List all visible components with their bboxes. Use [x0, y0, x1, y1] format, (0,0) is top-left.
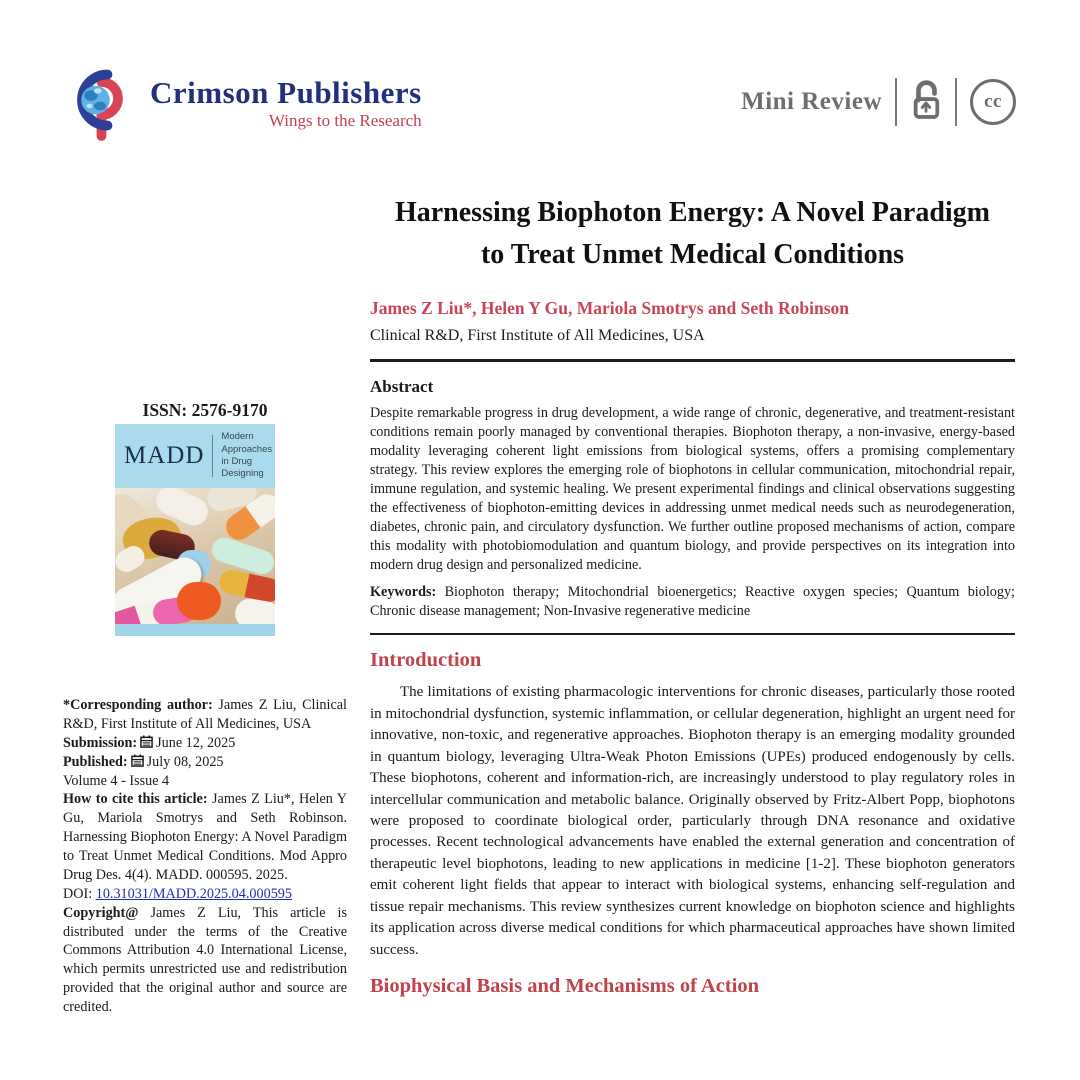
article-metadata-sidebar — [63, 696, 347, 1017]
divider — [955, 78, 957, 126]
keywords-line — [370, 583, 1015, 621]
citation — [63, 790, 347, 903]
horizontal-rule — [370, 359, 1015, 362]
authors-line: James Z Liu*, Helen Y Gu, Mariola Smotrys and Seth Robinson — [370, 298, 850, 318]
journal-abbreviation: MADD — [124, 442, 205, 469]
article-title-line1: Harnessing Biophoton Energy: A Novel Paradigm — [394, 197, 991, 228]
citation-label: How to cite this article: — [63, 791, 208, 808]
horizontal-rule — [370, 633, 1015, 636]
open-access-lock-icon — [910, 79, 942, 126]
calendar-icon — [131, 754, 144, 767]
cc-letters: cc — [984, 91, 1002, 112]
journal-cover-footer — [115, 624, 275, 636]
submission-date: June 12, 2025 — [156, 734, 236, 751]
volume-issue: Volume 4 - Issue 4 — [63, 772, 170, 789]
journal-cover-header — [115, 424, 275, 488]
article-title — [370, 192, 1015, 276]
keywords-label: Keywords: — [370, 583, 437, 600]
section-heading-biophysical-basis: Biophysical Basis and Mechanisms of Action — [370, 975, 759, 998]
section-text-introduction: The limitations of existing pharmacologic interventions for chronic diseases, particularly those rooted in mitochondrial dysfunction, systemic inflammation, or cellular degeneration, highlight an urgent need for innovative, non-toxic, and regenerative approaches. Biophoton therapy is an emerging modality grounded in quantum biology, leveraging Ultra-Weak Photon Emissions (UPEs) produced endogenously by cells. These biophotons, coherent and information-rich, are increasingly understood to play regulatory roles in intercellular communication and metabolic balance. Originally observed by Fritz-Albert Popp, biophotons were proposed to coordinate biological order, particularly through DNA resonance and oxidative processes. Recent technological advancements have enabled the external generation and concentration of therapeutic level biophotons, leading to new applications in medicine [1-2]. These biophoton generators emit coherent light fields that appear to interact with biological systems, enhancing self-regulation and tissue repair mechanisms. This review synthesizes current knowledge on biophoton science and highlights its application across diverse medical conditions for which pharmaceutical approaches have shown limited success. — [370, 684, 1015, 958]
published-date: July 08, 2025 — [146, 753, 224, 770]
affiliation-line: Clinical R&D, First Institute of All Medicines, USA — [370, 327, 705, 344]
article-title-line2: to Treat Unmet Medical Conditions — [480, 239, 905, 270]
article-type-label: Mini Review — [741, 88, 882, 115]
doi-link[interactable]: 10.31031/MADD.2025.04.000595 — [95, 885, 292, 902]
creative-commons-icon — [970, 79, 1016, 125]
journal-name: Modern Approaches in Drug Designing — [221, 431, 273, 480]
abstract-heading: Abstract — [370, 376, 434, 396]
crimson-publishers-globe-logo-icon — [62, 64, 138, 142]
abstract-text: Despite remarkable progress in drug development, a wide range of chronic, degenerative, and treatment-resistant conditions remain poorly managed by conventional therapies. Biophoton therapy, a non-invasive, energy-based modality leveraging coherent light emissions from biological systems, offers a promising complementary strategy. This review explores the emerging role of biophotons in cellular communication, mitochondrial repair, immune regulation, and systemic healing. We present experimental findings and clinical observations suggesting the effectiveness of biophoton-emitting devices in addressing unmet medical needs such as neurodegeneration, diabetes, chronic pain, and circulatory dysfunction. We further outline proposed mechanisms of action, compare this modality with photobiomodulation and quantum biology, and provide perspectives on its integration into modern drug design and personalized medicine. — [370, 404, 1015, 573]
publisher-tagline: Wings to the Research — [268, 110, 422, 130]
publisher-name: Crimson Publishers — [150, 75, 422, 110]
submission-label: Submission: — [63, 734, 138, 751]
journal-cover — [115, 424, 275, 636]
copyright-label: Copyright@ — [63, 904, 139, 921]
doi-label: DOI: — [63, 885, 96, 902]
published-line — [63, 753, 347, 772]
section-heading-introduction: Introduction — [370, 649, 482, 672]
divider — [895, 78, 897, 126]
pill-shape — [177, 582, 221, 620]
publisher-name-block — [150, 64, 422, 131]
copyright-text: James Z Liu, This article is distributed under the terms of the Creative Commons Attribution 4.0 International License, which permits unrestricted use and redistribution provided that the original author and source are credited. — [63, 904, 347, 1015]
corresponding-author-label: *Corresponding author: — [63, 697, 213, 713]
keywords-text: Biophoton therapy; Mitochondrial bioenergetics; Reactive oxygen species; Quantum biology; Chronic disease management; Non-Invasive regenerative medicine — [370, 583, 1015, 619]
corresponding-author — [63, 696, 347, 734]
calendar-icon — [140, 735, 153, 748]
citation-text: James Z Liu*, Helen Y Gu, Mariola Smotrys and Seth Robinson. Harnessing Biophoton Energy: A Novel Paradigm to Treat Unmet Medical Conditions. Mod Appro Drug Des. 4(4). MADD. 000595. 2025. — [63, 791, 347, 883]
copyright-notice — [63, 904, 347, 1017]
published-label: Published: — [63, 753, 128, 770]
corresponding-author-text: James Z Liu, Clinical R&D, First Institute of All Medicines, USA — [63, 697, 347, 732]
publisher-logo — [62, 64, 422, 142]
issn-label: ISSN: 2576-9170 — [142, 400, 268, 420]
article-body — [370, 192, 1015, 998]
divider — [212, 435, 213, 477]
journal-cover-photo — [115, 488, 275, 624]
pill-shape — [209, 535, 275, 578]
article-type-banner — [741, 78, 1016, 126]
submission-line — [63, 734, 347, 753]
